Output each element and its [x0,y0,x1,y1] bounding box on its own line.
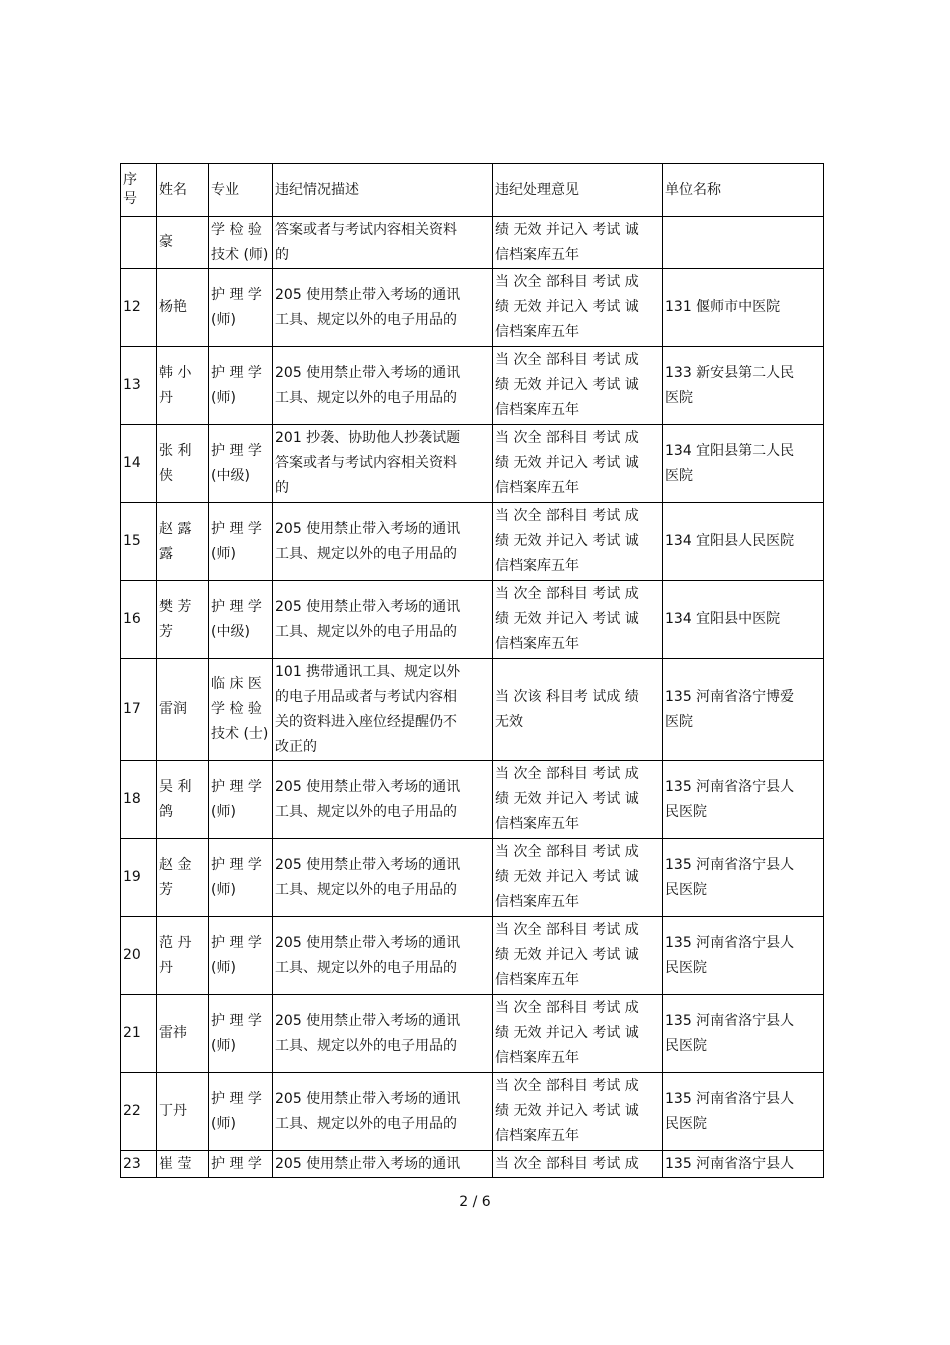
cell-line: 绩 无效 并记入 考试 诚 [495,533,639,549]
cell-line: 当 次全 部科目 考试 成 [495,844,639,860]
cell-action [493,581,663,659]
cell-line: 信档案库五年 [495,636,579,652]
cell-line: 绩 无效 并记入 考试 诚 [495,455,639,471]
cell-unit [663,761,824,839]
cell-seq: 23 [121,1151,157,1178]
cell-line: 205 使用禁止带入考场的通讯 [275,364,461,381]
page-number: 2 / 6 [459,1194,491,1210]
cell-line: 205 使用禁止带入考场的通讯 [275,286,461,303]
cell-line: 信档案库五年 [495,816,579,832]
table-row [121,839,824,917]
cell-line: 信档案库五年 [495,324,579,340]
cell-line: 护 理 学 [211,1012,262,1029]
cell-line: 答案或者与考试内容相关资料 [275,221,457,238]
cell-line: 绩 无效 并记入 考试 诚 [495,791,639,807]
table-row [121,269,824,347]
header-unit: 单位名称 [663,164,824,217]
cell-line: 的 [275,246,289,263]
cell-line: 工具、规定以外的电子用品的 [275,623,457,640]
cell-major [209,917,273,995]
cell-name [157,1151,209,1178]
table-row [121,917,824,995]
cell-major [209,503,273,581]
cell-name [157,761,209,839]
table-row [121,347,824,425]
cell-line: 鸽 [159,803,173,820]
table-row [121,761,824,839]
cell-line: 信档案库五年 [495,1128,579,1144]
cell-action [493,917,663,995]
cell-line: 答案或者与考试内容相关资料 [275,455,457,471]
cell-line: (师) [211,1115,236,1132]
cell-major [209,269,273,347]
cell-line: 工具、规定以外的电子用品的 [275,389,457,406]
cell-line: 民医院 [665,1115,707,1132]
cell-line: 樊 芳 [159,598,192,615]
cell-seq: 21 [121,995,157,1073]
cell-line: 临 床 医 [211,676,262,692]
cell-line: 工具、规定以外的电子用品的 [275,881,457,898]
cell-line: 关的资料进入座位经提醒仍不 [275,713,457,730]
cell-seq: 22 [121,1073,157,1151]
cell-action [493,425,663,503]
cell-action [493,347,663,425]
table-row [121,503,824,581]
cell-description [273,1073,493,1151]
cell-line: 135 河南省洛宁县人 [665,778,795,795]
cell-action [493,995,663,1073]
cell-line: 护 理 学 [211,1155,262,1172]
cell-major [209,839,273,917]
cell-action [493,659,663,761]
cell-unit [663,659,824,761]
cell-line: 技术 (士) [211,726,269,742]
cell-line: 崔 莹 [159,1155,192,1172]
cell-line: 当 次全 部科目 考试 成 [495,766,639,782]
cell-unit [663,347,824,425]
cell-line: (师) [211,389,236,406]
cell-line: 205 使用禁止带入考场的通讯 [275,598,461,615]
cell-line: 杨艳 [159,299,187,315]
cell-line: 当 次全 部科目 考试 成 [495,508,639,524]
cell-name [157,995,209,1073]
cell-major [209,425,273,503]
cell-line: 135 河南省洛宁县人 [665,1090,795,1107]
cell-line: 205 使用禁止带入考场的通讯 [275,1090,461,1107]
cell-line: 护 理 学 [211,1090,262,1107]
cell-unit [663,269,824,347]
cell-line: 信档案库五年 [495,894,579,910]
cell-line: 131 偃师市中医院 [665,299,781,315]
cell-line: 医院 [665,467,693,484]
cell-major [209,1073,273,1151]
header-seq-line-2: 号 [123,191,137,207]
cell-line: 的 [275,480,289,496]
cell-seq: 12 [121,269,157,347]
cell-line: 信档案库五年 [495,1050,579,1066]
cell-action [493,217,663,269]
cell-line: 丹 [159,389,173,406]
cell-line: 赵 金 [159,856,192,873]
table-row [121,659,824,761]
cell-line: 吴 利 [159,778,192,795]
cell-line: 205 使用禁止带入考场的通讯 [275,856,461,873]
cell-name [157,503,209,581]
cell-line: 张 利 [159,442,192,459]
cell-line: 芳 [159,623,173,640]
cell-name [157,425,209,503]
cell-line: 工具、规定以外的电子用品的 [275,803,457,820]
cell-description [273,581,493,659]
cell-line: 绩 无效 并记入 考试 诚 [495,869,639,885]
cell-line: 当 次全 部科目 考试 成 [495,1078,639,1094]
cell-description [273,839,493,917]
cell-line: 护 理 学 [211,520,262,537]
header-major: 专业 [209,164,273,217]
cell-line: 当 次全 部科目 考试 成 [495,430,639,446]
cell-line: 学 检 验 [211,221,262,238]
cell-line: 无效 [495,713,523,730]
header-name: 姓名 [157,164,209,217]
cell-line: 当 次全 部科目 考试 成 [495,1155,639,1172]
cell-line: (师) [211,545,236,562]
cell-line: 当 次全 部科目 考试 成 [495,922,639,938]
cell-description [273,1151,493,1178]
cell-line: 135 河南省洛宁县人 [665,934,795,951]
cell-line: 范 丹 [159,934,192,951]
cell-description [273,269,493,347]
table-body [121,164,824,1178]
cell-line: 医院 [665,713,693,730]
cell-line: 露 [159,545,173,562]
cell-line: 侠 [159,467,173,484]
cell-line: 205 使用禁止带入考场的通讯 [275,1155,461,1172]
cell-line: (师) [211,959,236,976]
cell-seq: 18 [121,761,157,839]
cell-major [209,1151,273,1178]
cell-name [157,217,209,269]
cell-action [493,269,663,347]
cell-seq: 15 [121,503,157,581]
cell-line: 民医院 [665,803,707,820]
cell-line: 丹 [159,959,173,976]
cell-line: 绩 无效 并记入 考试 诚 [495,299,639,315]
cell-line: 工具、规定以外的电子用品的 [275,311,457,328]
cell-action [493,839,663,917]
cell-line: 雷润 [159,701,187,717]
cell-line: (师) [211,311,236,328]
cell-line: 205 使用禁止带入考场的通讯 [275,934,461,951]
cell-line: 135 河南省洛宁博爱 [665,688,795,705]
cell-line: 134 宜阳县人民医院 [665,533,795,549]
cell-line: 技术 (师) [211,246,269,263]
cell-line: 护 理 学 [211,286,262,303]
cell-seq: 19 [121,839,157,917]
cell-action [493,503,663,581]
table-row [121,1151,824,1178]
cell-action [493,1073,663,1151]
cell-action [493,1151,663,1178]
cell-line: 护 理 学 [211,856,262,873]
cell-unit [663,839,824,917]
cell-description [273,761,493,839]
table-header-row [121,164,824,217]
cell-unit [663,425,824,503]
cell-line: 赵 露 [159,520,192,537]
cell-line: 信档案库五年 [495,972,579,988]
table-row [121,425,824,503]
cell-action [493,761,663,839]
cell-line: 绩 无效 并记入 考试 诚 [495,221,639,238]
table-row [121,1073,824,1151]
cell-name [157,659,209,761]
cell-line: 205 使用禁止带入考场的通讯 [275,520,461,537]
cell-line: 医院 [665,389,693,406]
cell-major [209,217,273,269]
cell-line: 信档案库五年 [495,246,579,263]
cell-line: 雷祎 [159,1025,187,1041]
cell-line: 学 检 验 [211,701,262,717]
cell-major [209,581,273,659]
cell-unit [663,1151,824,1178]
cell-name [157,581,209,659]
cell-line: 133 新安县第二人民 [665,364,795,381]
cell-line: 205 使用禁止带入考场的通讯 [275,778,461,795]
header-action: 违纪处理意见 [493,164,663,217]
cell-description [273,995,493,1073]
cell-line: 当 次全 部科目 考试 成 [495,1000,639,1016]
cell-description [273,503,493,581]
cell-unit [663,503,824,581]
cell-line: 工具、规定以外的电子用品的 [275,1115,457,1132]
cell-line: 丁丹 [159,1103,187,1119]
cell-major [209,347,273,425]
cell-line: (师) [211,1037,236,1054]
cell-line: 工具、规定以外的电子用品的 [275,1037,457,1054]
cell-line: 205 使用禁止带入考场的通讯 [275,1012,461,1029]
table-row [121,995,824,1073]
cell-name [157,269,209,347]
header-seq [121,164,157,217]
cell-unit [663,217,824,269]
cell-description [273,217,493,269]
cell-seq: 17 [121,659,157,761]
cell-line: (中级) [211,623,250,640]
cell-line: 护 理 学 [211,364,262,381]
cell-line: 改正的 [275,738,317,755]
cell-unit [663,581,824,659]
cell-line: 当 次全 部科目 考试 成 [495,352,639,368]
header-description: 违纪情况描述 [273,164,493,217]
cell-line: 101 携带通讯工具、规定以外 [275,663,461,680]
cell-name [157,1073,209,1151]
cell-description [273,425,493,503]
cell-line: 信档案库五年 [495,402,579,418]
cell-line: 韩 小 [159,364,192,381]
cell-major [209,995,273,1073]
cell-line: 工具、规定以外的电子用品的 [275,959,457,976]
header-seq-line-1: 序 [123,172,137,188]
cell-line: 信档案库五年 [495,558,579,574]
cell-line: 134 宜阳县第二人民 [665,442,795,459]
cell-line: 绩 无效 并记入 考试 诚 [495,611,639,627]
cell-seq: 13 [121,347,157,425]
cell-line: 工具、规定以外的电子用品的 [275,545,457,562]
cell-line: 民医院 [665,881,707,898]
cell-major [209,761,273,839]
cell-seq: 14 [121,425,157,503]
cell-line: 135 河南省洛宁县人 [665,856,795,873]
cell-line: 134 宜阳县中医院 [665,611,781,627]
cell-line: 护 理 学 [211,598,262,615]
table-row [121,217,824,269]
cell-description [273,347,493,425]
cell-line: 护 理 学 [211,934,262,951]
cell-name [157,917,209,995]
cell-name [157,347,209,425]
cell-unit [663,1073,824,1151]
cell-name [157,839,209,917]
violation-table [120,163,824,1178]
cell-line: (中级) [211,467,250,484]
cell-line: 绩 无效 并记入 考试 诚 [495,377,639,393]
cell-line: 135 河南省洛宁县人 [665,1012,795,1029]
table-row [121,581,824,659]
cell-line: 护 理 学 [211,442,262,459]
cell-line: 201 抄袭、协助他人抄袭试题 [275,430,461,446]
cell-line: 民医院 [665,1037,707,1054]
cell-line: 护 理 学 [211,778,262,795]
cell-unit [663,917,824,995]
cell-line: (师) [211,881,236,898]
cell-line: 的电子用品或者与考试内容相 [275,688,457,705]
cell-seq [121,217,157,269]
cell-description [273,917,493,995]
cell-line: 信档案库五年 [495,480,579,496]
cell-line: 绩 无效 并记入 考试 诚 [495,1025,639,1041]
cell-seq: 20 [121,917,157,995]
cell-description [273,659,493,761]
cell-line: 当 次全 部科目 考试 成 [495,586,639,602]
cell-line: 民医院 [665,959,707,976]
cell-line: 芳 [159,881,173,898]
cell-line: 绩 无效 并记入 考试 诚 [495,947,639,963]
cell-line: 当 次全 部科目 考试 成 [495,274,639,290]
cell-line: 135 河南省洛宁县人 [665,1155,795,1172]
cell-line: (师) [211,803,236,820]
cell-unit [663,995,824,1073]
cell-line: 当 次该 科目考 试成 绩 [495,688,639,705]
cell-seq: 16 [121,581,157,659]
cell-line: 豪 [159,234,173,250]
cell-major [209,659,273,761]
cell-line: 绩 无效 并记入 考试 诚 [495,1103,639,1119]
